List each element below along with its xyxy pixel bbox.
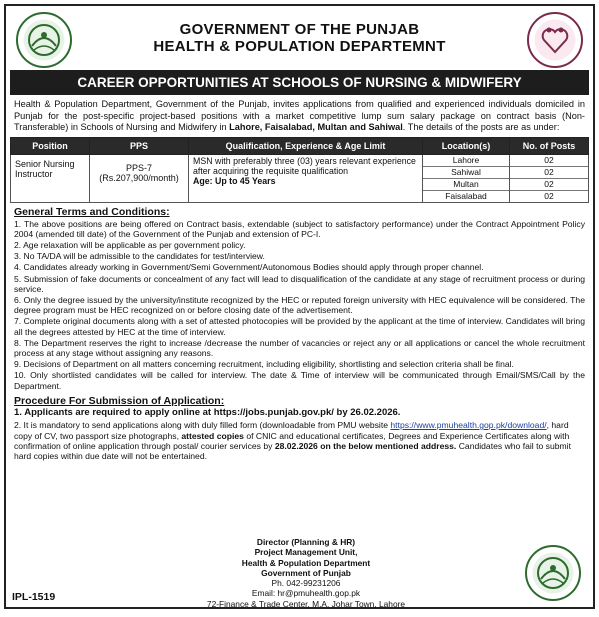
contact-address: 72-Finance & Trade Center, M.A. Johar Town, Lahore: [206, 598, 406, 609]
col-locations: Location(s): [423, 137, 510, 154]
procedure-list: [6, 408, 593, 462]
cell-salary: (Rs.207,900/month): [99, 172, 179, 183]
procedure-item-2-bold: attested copies: [181, 430, 244, 441]
intro-cities: Lahore, Faisalabad, Multan and Sahiwal: [229, 122, 403, 132]
intro-paragraph: [6, 95, 593, 137]
term-item: 6. Only the degree issued by the university/institute recognized by the HEC or reputed foreign university with HEC equivalence will be considered. The degree program must be HEC recognized on or before closing date of the advertisement.: [14, 294, 585, 316]
contact-line-3: Health & Population Department: [241, 557, 371, 568]
col-qualification: Qualification, Experience & Age Limit: [189, 137, 423, 154]
contact-phone: Ph. 042-99231206: [271, 578, 341, 589]
banner: CAREER OPPORTUNITIES AT SCHOOLS OF NURSING & MIDWIFERY: [10, 70, 589, 95]
intro-tail: . The details of the posts are as under:: [402, 122, 560, 132]
contact-line-4: Government of Punjab: [261, 567, 351, 578]
table-row: [11, 154, 589, 202]
procedure-item-1-prefix: 1. Applicants are required to apply online at: [14, 406, 212, 418]
location-lahore: Lahore: [452, 154, 480, 165]
location-sahiwal: Sahiwal: [451, 166, 481, 177]
jobs-portal-link[interactable]: https://jobs.punjab.gov.pk/: [213, 406, 334, 418]
health-department-emblem-icon: [527, 12, 583, 68]
cell-pps: PPS-7: [125, 162, 152, 173]
posts-sahiwal: 02: [544, 166, 554, 177]
procedure-item-2: [14, 420, 585, 462]
contact-line-1: Director (Planning & HR): [256, 537, 356, 547]
term-item: 7. Complete original documents along with a set of attested photocopies will be provided by the applicant at the time of interview. Candidates will bring all the degrees attested by HEC at the time of interview.: [14, 316, 585, 337]
contact-email[interactable]: Email: hr@pmuhealth.gop.pk: [251, 588, 361, 599]
procedure-title: Procedure For Submission of Application:: [14, 394, 225, 407]
term-item: 2. Age relaxation will be applicable as per government policy.: [14, 239, 246, 250]
posts-table: [10, 137, 589, 203]
procedure-item-2-date: 28.02.2026 on the below mentioned address.: [274, 440, 457, 451]
header-line-2: HEALTH & POPULATION DEPARTEMNT: [153, 38, 446, 55]
col-pps: PPS: [90, 137, 189, 154]
procedure-item-2-a: 2. It is mandatory to send applications along with duly filled form (downloadable from PMU website: [14, 420, 389, 431]
term-item: 3. No TA/DA will be admissible to the candidates for test/interview.: [14, 251, 265, 262]
pmu-download-link[interactable]: https://www.pmuhealth.gop.pk/download/: [390, 420, 547, 431]
term-item: 10. Only shortlisted candidates will be called for interview. The date & Time of interview will be communicated through Email/SMS/Call by the Department.: [14, 370, 585, 391]
footer: [6, 535, 593, 607]
header-line-1: GOVERNMENT OF THE PUNJAB: [179, 21, 420, 38]
term-item: 9. Decisions of Department on all matters concerning recruitment, including eligibility, shortlisting and selection criteria shall be final.: [14, 359, 514, 370]
advertisement-page: [4, 4, 595, 609]
ipl-number: IPL-1519: [12, 591, 56, 603]
procedure-item-2-d: Candidates who fail to submit hard copies within due date will not be entertained.: [14, 440, 571, 462]
posts-lahore: 02: [544, 154, 554, 165]
procedure-item-2-c: of CNIC and educational certificates, Degrees and Experience Certificates along with confirmation of online application through postal/ courier services by: [14, 430, 570, 451]
posts-multan: 02: [544, 178, 554, 189]
term-item: 4. Candidates already working in Government/Semi Government/Autonomous Bodies should apply through proper channel.: [14, 262, 484, 273]
term-item: 8. The Department reserves the right to increase /decrease the number of vacancies or reject any or all applications or cancel the whole recruitment process at any stage without assigning any reasons.: [14, 337, 585, 358]
punjab-emblem-footer-icon: [525, 545, 581, 601]
term-item: 1. The above positions are being offered on Contract basis, extendable (subject to satisfactory performance) under the Contract Appointment Policy 2004 (amended till date) of the Government of the Punjab and extension of PC-I.: [14, 218, 585, 239]
procedure-item-2-b: , hard copy of CV, two passport size photographs,: [14, 420, 569, 441]
cell-qualification: MSN with preferably three (03) years relevant experience after acquiring the requisite qualification: [193, 155, 416, 176]
col-position: Position: [11, 137, 90, 154]
intro-text: Health & Population Department, Government of the Punjab, invites applications from qualified and experienced individuals domiciled in Punjab for the post-specific project-based positions with a market competitive lump sum salary package on contract basis (Non-Transferable) in Schools of Nursing and Midwifery in: [14, 99, 585, 132]
terms-list: [6, 219, 593, 391]
contact-block: [186, 537, 426, 609]
header: [6, 6, 593, 70]
procedure-item-1-suffix: by 26.02.2026.: [336, 406, 401, 418]
location-multan: Multan: [453, 178, 479, 189]
cell-age: Age: Up to 45 Years: [193, 176, 276, 187]
location-faisalabad: Faisalabad: [445, 190, 487, 201]
procedure-item-1: [14, 408, 585, 418]
contact-line-2: Project Management Unit,: [254, 547, 358, 558]
posts-faisalabad: 02: [544, 190, 554, 201]
term-item: 5. Submission of fake documents or concealment of any fact will lead to disqualification of the candidate at any stage of recruitment process or during service.: [14, 273, 585, 294]
terms-title: General Terms and Conditions:: [14, 205, 170, 218]
cell-position: Senior Nursing Instructor: [11, 154, 90, 202]
punjab-emblem-icon: [16, 12, 72, 68]
col-posts: No. of Posts: [510, 137, 589, 154]
